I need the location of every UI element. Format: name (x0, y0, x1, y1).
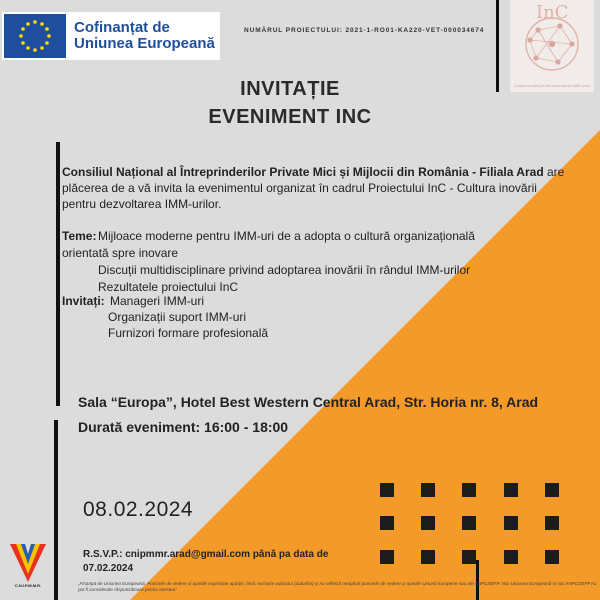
divider-line-left-bottom (54, 420, 58, 600)
divider-line-top-right (496, 0, 499, 92)
eu-banner-line2: Uniunea Europeană (74, 35, 215, 52)
eu-flag-icon (4, 14, 66, 58)
decorative-square (380, 483, 394, 497)
theme-item: Mijloace moderne pentru IMM-uri de a adopta o cultură organizațională (98, 229, 475, 243)
theme-item: Rezultatele proiectului InC (98, 280, 239, 294)
decorative-square (380, 550, 394, 564)
divider-line-left (56, 142, 60, 406)
rsvp-line1: R.S.V.P.: cnipmmr.arad@gmail.com până pa data de (83, 549, 329, 560)
event-date: 08.02.2024 (83, 498, 194, 521)
intro-text: are plăcerea de a vă invita la evenimentul organizat în cadrul Proiectului InC - Cultura inovării pentru dezvoltarea IMM-urilor. (62, 165, 565, 211)
invited-item: Organizații suport IMM-uri (108, 310, 247, 324)
invited-item: Furnizori formare profesională (108, 326, 269, 340)
cnipmmr-logo-text: C.N.I.P.M.M.R. (14, 583, 42, 588)
inc-logo-text: InC (536, 2, 569, 23)
project-number: NUMĂRUL PROIECTULUI: 2021-1-RO01-KA220-VET-000034674 (244, 27, 485, 34)
decorative-square (545, 550, 559, 564)
decorative-square (421, 516, 435, 530)
event-venue: Sala “Europa”, Hotel Best Western Central Arad, Str. Horia nr. 8, Arad (78, 394, 539, 410)
title-line1: INVITAȚIE (240, 78, 340, 100)
decorative-square (504, 516, 518, 530)
themes-label: Teme: (62, 229, 97, 243)
divider-line-bottom-right (476, 560, 479, 600)
eu-banner-line1: Cofinanțat de (74, 19, 170, 36)
decorative-square (462, 483, 476, 497)
rsvp-line2: 07.02.2024 (83, 563, 134, 574)
theme-item: Discuții multidisciplinare privind adoptarea inovării în rândul IMM-urilor (98, 263, 471, 277)
intro-paragraph (62, 164, 572, 212)
eu-disclaimer: „Finanțat de Uniunea Europeană. Punctele de vedere și opiniile exprimate aparțin, însă, exclusiv autorului (autorilor) și nu reflectă neapărat punctele de vedere și opiniile Uniunii Europene sau ale ANPCDEFP. Nici Uniunea Europeană și nici ANPCDEFP nu pot fi considerate răspunzătoare pentru acestea” (78, 581, 597, 592)
decorative-square (380, 516, 394, 530)
decorative-square (421, 550, 435, 564)
decorative-square (545, 516, 559, 530)
eu-cofunding-banner (2, 12, 220, 60)
inc-logo-caption: Cultura inovării pentru dezvoltarea IMM-urilor (514, 84, 590, 88)
decorative-square (504, 550, 518, 564)
organizer-name: Consiliul Național al Întreprinderilor Private Mici și Mijlocii din România - Filiala Arad (62, 165, 544, 179)
decorative-square (421, 483, 435, 497)
inc-logo (510, 0, 594, 92)
theme-item: orientată spre inovare (62, 246, 179, 260)
rsvp-info (83, 548, 328, 576)
invited-item: Manageri IMM-uri (110, 294, 205, 308)
decorative-square (462, 516, 476, 530)
decorative-square (545, 483, 559, 497)
decorative-square (504, 483, 518, 497)
invited-label: Invitați: (62, 294, 105, 308)
decorative-square (462, 550, 476, 564)
title-line2: EVENIMENT INC (208, 106, 372, 128)
event-duration: Durată eveniment: 16:00 - 18:00 (78, 419, 289, 435)
